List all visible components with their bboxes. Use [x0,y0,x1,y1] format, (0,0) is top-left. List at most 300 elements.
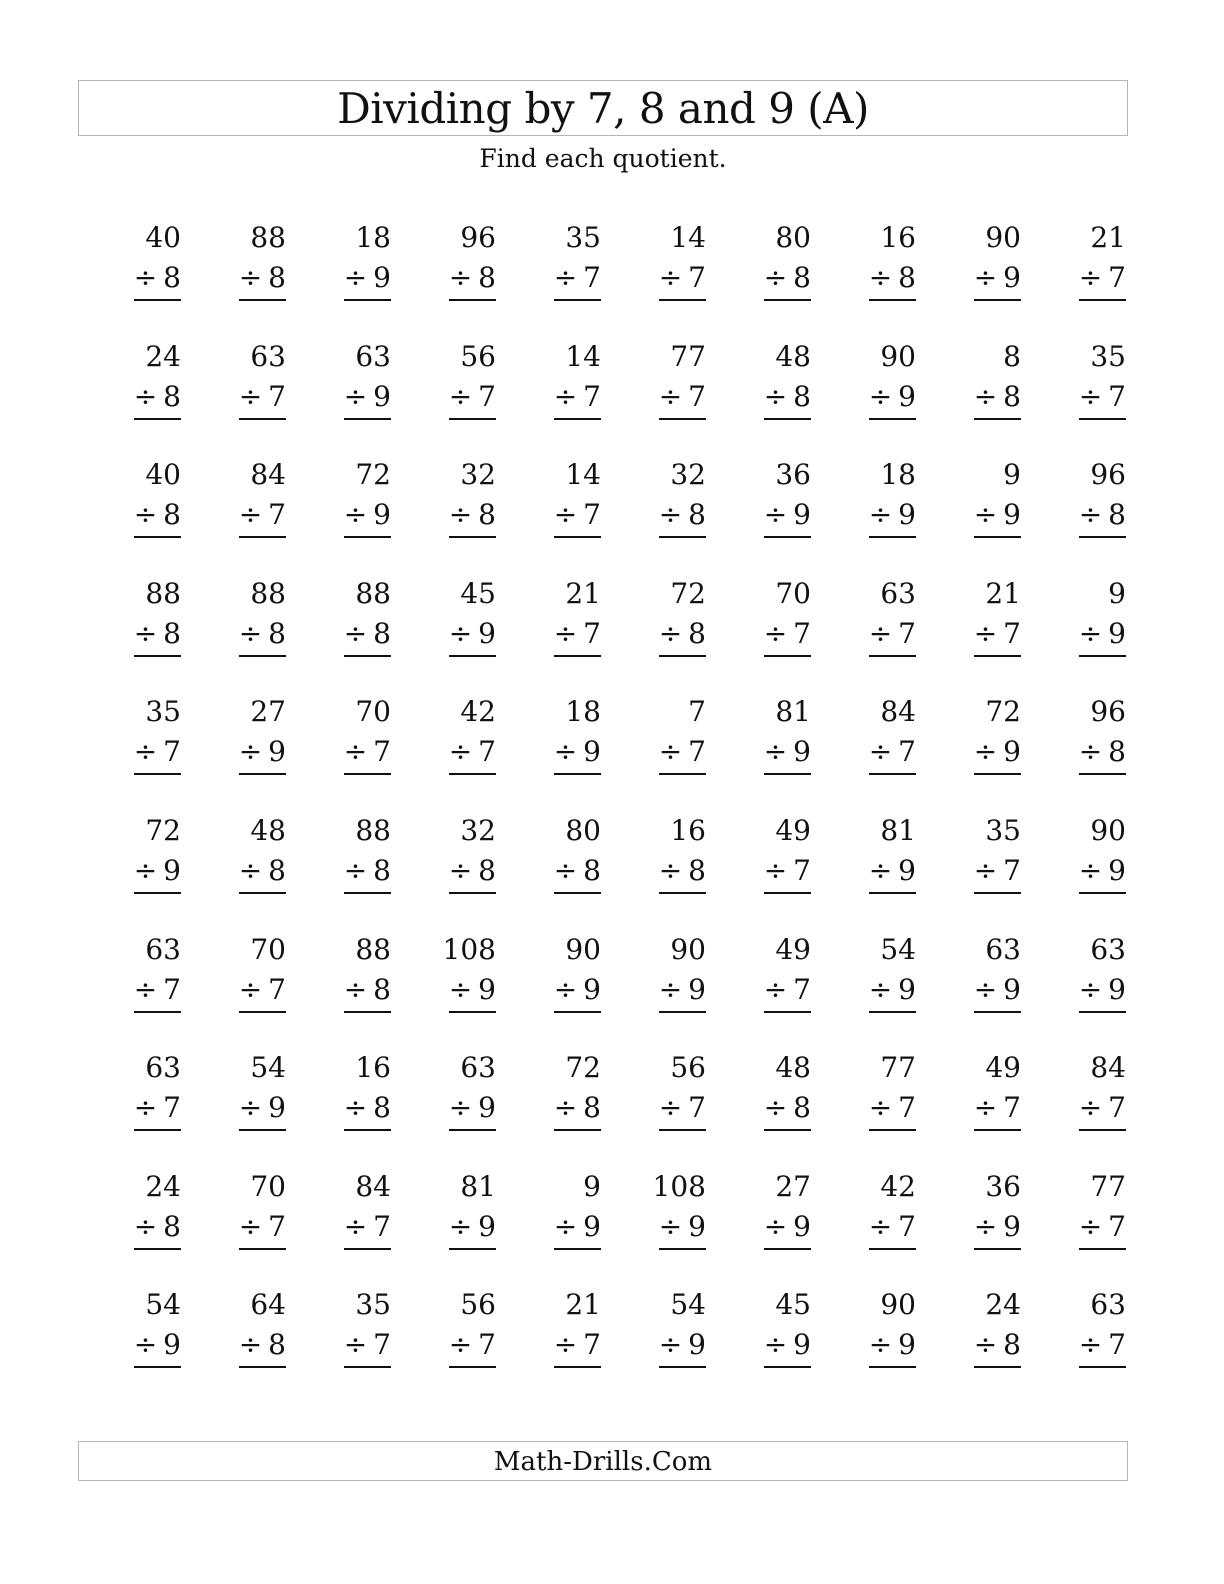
division-sign: ÷ [553,616,578,650]
division-sign: ÷ [658,1091,683,1125]
division-problem [742,218,814,308]
division-sign: ÷ [553,1091,578,1125]
dividend: 14 [565,458,601,492]
division-sign: ÷ [658,735,683,769]
divisor-value: 9 [1003,735,1021,769]
divisor [134,258,181,301]
divisor-value: 7 [583,379,601,413]
dividend: 63 [460,1051,496,1085]
divisor-value: 9 [898,379,916,413]
divisor [1079,495,1126,538]
division-problem [952,1167,1024,1257]
dividend: 81 [775,695,811,729]
dividend: 90 [670,932,706,966]
division-problem [847,811,919,901]
divisor-value: 7 [478,379,496,413]
division-problem [217,574,289,664]
division-sign: ÷ [868,616,893,650]
division-sign: ÷ [133,972,158,1006]
divisor-value: 9 [898,1328,916,1362]
divisor [659,732,706,775]
divisor [554,377,601,420]
divisor [554,1325,601,1368]
divisor [869,614,916,657]
divisor-value: 7 [478,735,496,769]
dividend: 63 [250,339,286,373]
dividend: 108 [442,932,496,966]
division-sign: ÷ [763,1328,788,1362]
divisor [554,851,601,894]
division-problem [217,1048,289,1138]
divisor-value: 8 [793,261,811,294]
divisor-value: 9 [898,854,916,887]
division-problem [322,574,394,664]
dividend: 21 [985,576,1021,610]
division-sign: ÷ [763,735,788,769]
divisor [449,1325,496,1368]
divisor-value: 9 [163,854,181,887]
instructions: Find each quotient. [479,144,727,173]
dividend: 24 [985,1288,1021,1322]
division-problem [847,218,919,308]
division-problem [217,692,289,782]
divisor-value: 7 [898,616,916,650]
division-problem [112,692,184,782]
dividend: 40 [145,221,181,254]
division-sign: ÷ [868,735,893,769]
divisor-value: 7 [163,1091,181,1125]
dividend: 90 [880,339,916,373]
divisor-value: 7 [1108,379,1126,413]
divisor [659,1088,706,1131]
divisor-value: 9 [583,972,601,1006]
dividend: 88 [250,221,286,254]
division-problem [532,218,604,308]
divisor [1079,614,1126,657]
divisor-value: 7 [583,616,601,650]
dividend: 16 [355,1051,391,1085]
divisor-value: 8 [163,1209,181,1243]
dividend: 32 [460,814,496,847]
dividend: 96 [1090,458,1126,492]
divisor [1079,732,1126,775]
division-problem [637,1285,709,1375]
division-problem [427,337,499,427]
division-sign: ÷ [1078,972,1103,1006]
dividend: 9 [1108,576,1126,610]
division-problem [217,811,289,901]
division-problem [112,455,184,545]
division-sign: ÷ [973,1328,998,1362]
dividend: 21 [565,1288,601,1322]
divisor [659,495,706,538]
division-sign: ÷ [973,972,998,1006]
divisor [449,614,496,657]
divisor-value: 8 [688,616,706,650]
dividend: 84 [880,695,916,729]
divisor-value: 7 [898,735,916,769]
dividend: 96 [460,221,496,254]
divisor [554,1207,601,1250]
division-problem [322,1167,394,1257]
divisor-value: 9 [268,735,286,769]
divisor [449,1207,496,1250]
divisor [554,1088,601,1131]
divisor-value: 7 [163,735,181,769]
division-problem [532,337,604,427]
division-problem [742,811,814,901]
divisor [449,732,496,775]
divisor [974,495,1021,538]
division-sign: ÷ [553,735,578,769]
divisor-value: 8 [373,972,391,1006]
footer-text: Math-Drills.Com [493,1447,713,1477]
dividend: 88 [145,576,181,610]
division-sign: ÷ [868,854,893,887]
division-problem [637,1167,709,1257]
division-sign: ÷ [1078,1328,1103,1362]
divisor-value: 7 [583,261,601,294]
division-sign: ÷ [658,261,683,294]
divisor-value: 9 [478,616,496,650]
dividend: 63 [355,339,391,373]
division-sign: ÷ [343,1328,368,1362]
page-title: Dividing by 7, 8 and 9 (A) [337,84,869,133]
division-sign: ÷ [343,1091,368,1125]
divisor-value: 9 [583,1209,601,1243]
divisor-value: 9 [1003,1209,1021,1243]
division-sign: ÷ [973,498,998,532]
divisor-value: 8 [583,1091,601,1125]
divisor-value: 8 [373,1091,391,1125]
division-problem [847,337,919,427]
divisor-value: 9 [793,735,811,769]
division-problem [952,811,1024,901]
division-sign: ÷ [1078,498,1103,532]
divisor [554,614,601,657]
divisor [239,851,286,894]
division-sign: ÷ [868,1328,893,1362]
division-sign: ÷ [553,854,578,887]
division-sign: ÷ [868,1209,893,1243]
division-problem [637,930,709,1020]
division-problem [1057,1167,1129,1257]
division-sign: ÷ [973,735,998,769]
division-sign: ÷ [448,1091,473,1125]
divisor-value: 9 [1003,498,1021,532]
divisor-value: 8 [1003,1328,1021,1362]
divisor-value: 7 [1108,1091,1126,1125]
dividend: 63 [145,932,181,966]
dividend: 63 [1090,1288,1126,1322]
divisor [344,851,391,894]
division-problem [637,692,709,782]
divisor [449,377,496,420]
divisor [869,851,916,894]
dividend: 64 [250,1288,286,1322]
divisor [764,377,811,420]
division-sign: ÷ [238,1209,263,1243]
divisor [869,970,916,1013]
division-problem [952,692,1024,782]
divisor [554,258,601,301]
divisor [449,970,496,1013]
dividend: 36 [775,458,811,492]
divisor [344,732,391,775]
dividend: 70 [355,695,391,729]
division-sign: ÷ [448,735,473,769]
divisor [974,258,1021,301]
division-problem [427,1167,499,1257]
division-sign: ÷ [238,379,263,413]
dividend: 81 [880,814,916,847]
divisor-value: 9 [688,1209,706,1243]
dividend: 40 [145,458,181,492]
division-problem [952,1048,1024,1138]
division-sign: ÷ [343,379,368,413]
divisor-value: 8 [898,261,916,294]
dividend: 14 [565,339,601,373]
division-problem [322,455,394,545]
division-sign: ÷ [448,379,473,413]
dividend: 49 [775,932,811,966]
division-sign: ÷ [763,616,788,650]
division-sign: ÷ [973,1209,998,1243]
footer-box [78,1441,1128,1481]
divisor-value: 9 [583,735,601,769]
divisor [344,970,391,1013]
divisor-value: 8 [478,498,496,532]
divisor-value: 9 [478,1091,496,1125]
division-problem [217,1285,289,1375]
dividend: 90 [880,1288,916,1322]
division-sign: ÷ [133,854,158,887]
divisor-value: 9 [373,261,391,294]
dividend: 8 [1003,339,1021,373]
divisor-value: 8 [373,854,391,887]
division-problem [427,692,499,782]
divisor-value: 9 [268,1091,286,1125]
divisor [974,1088,1021,1131]
divisor [344,1325,391,1368]
divisor-value: 9 [373,498,391,532]
dividend: 70 [775,576,811,610]
division-problem [1057,692,1129,782]
divisor-value: 8 [268,261,286,294]
divisor [1079,377,1126,420]
division-problem [847,1285,919,1375]
dividend: 42 [880,1169,916,1203]
dividend: 14 [670,221,706,254]
dividend: 77 [1090,1169,1126,1203]
division-sign: ÷ [238,1091,263,1125]
division-sign: ÷ [133,1209,158,1243]
divisor-value: 8 [583,854,601,887]
division-sign: ÷ [133,616,158,650]
dividend: 84 [355,1169,391,1203]
dividend: 72 [145,814,181,847]
division-problem [742,337,814,427]
dividend: 108 [652,1169,706,1203]
divisor [449,495,496,538]
divisor [239,1088,286,1131]
division-problem [637,1048,709,1138]
dividend: 80 [565,814,601,847]
dividend: 18 [565,695,601,729]
divisor [554,495,601,538]
division-problem [217,218,289,308]
divisor [764,614,811,657]
division-sign: ÷ [133,498,158,532]
dividend: 32 [670,458,706,492]
divisor-value: 7 [268,972,286,1006]
division-sign: ÷ [343,616,368,650]
divisor [659,258,706,301]
division-sign: ÷ [133,1091,158,1125]
dividend: 72 [670,576,706,610]
division-problem [532,1285,604,1375]
division-problem [322,1285,394,1375]
division-sign: ÷ [448,854,473,887]
division-sign: ÷ [658,972,683,1006]
divisor-value: 9 [898,972,916,1006]
division-sign: ÷ [553,498,578,532]
divisor-value: 9 [1003,261,1021,294]
dividend: 48 [775,339,811,373]
division-sign: ÷ [973,616,998,650]
division-problem [742,692,814,782]
dividend: 70 [250,1169,286,1203]
division-problem [112,218,184,308]
dividend: 21 [1090,221,1126,254]
dividend: 45 [460,576,496,610]
division-sign: ÷ [343,498,368,532]
division-problem [742,930,814,1020]
divisor-value: 8 [163,261,181,294]
dividend: 36 [985,1169,1021,1203]
divisor [239,732,286,775]
divisor [344,258,391,301]
division-problem [322,1048,394,1138]
divisor [554,732,601,775]
division-sign: ÷ [658,616,683,650]
division-problem [952,574,1024,664]
divisor [974,970,1021,1013]
division-problem [322,337,394,427]
divisor [974,1325,1021,1368]
division-sign: ÷ [133,735,158,769]
divisor-value: 9 [1108,972,1126,1006]
division-sign: ÷ [448,1328,473,1362]
division-problem [637,455,709,545]
divisor [869,377,916,420]
dividend: 77 [880,1051,916,1085]
dividend: 35 [565,221,601,254]
division-sign: ÷ [763,498,788,532]
divisor-value: 8 [268,616,286,650]
divisor-value: 8 [688,498,706,532]
divisor [449,258,496,301]
dividend: 88 [355,814,391,847]
division-problem [112,1285,184,1375]
divisor [764,1325,811,1368]
divisor [344,495,391,538]
divisor [1079,970,1126,1013]
division-problem [322,811,394,901]
division-sign: ÷ [973,1091,998,1125]
division-problem [952,1285,1024,1375]
dividend: 35 [1090,339,1126,373]
divisor [239,970,286,1013]
division-problem [532,574,604,664]
dividend: 9 [583,1169,601,1203]
divisor-value: 9 [478,972,496,1006]
division-problem [532,692,604,782]
division-problem [217,930,289,1020]
dividend: 84 [250,458,286,492]
division-sign: ÷ [868,379,893,413]
division-sign: ÷ [343,972,368,1006]
divisor [869,258,916,301]
division-problem [952,455,1024,545]
divisor [764,851,811,894]
division-problem [112,1167,184,1257]
dividend: 35 [145,695,181,729]
division-sign: ÷ [448,261,473,294]
divisor [1079,1325,1126,1368]
dividend: 81 [460,1169,496,1203]
divisor-value: 9 [688,1328,706,1362]
divisor [239,1207,286,1250]
division-problem [637,574,709,664]
division-sign: ÷ [343,735,368,769]
division-sign: ÷ [868,498,893,532]
divisor-value: 8 [1003,379,1021,413]
division-problem [742,455,814,545]
dividend: 70 [250,932,286,966]
divisor [344,1207,391,1250]
divisor [1079,258,1126,301]
division-sign: ÷ [343,854,368,887]
division-problem [532,455,604,545]
divisor [974,732,1021,775]
division-problem [1057,930,1129,1020]
division-sign: ÷ [1078,616,1103,650]
division-problem [532,1048,604,1138]
dividend: 88 [355,576,391,610]
division-problem [112,1048,184,1138]
division-sign: ÷ [238,261,263,294]
division-problem [532,1167,604,1257]
divisor [764,495,811,538]
division-sign: ÷ [448,1209,473,1243]
divisor [974,614,1021,657]
divisor [659,614,706,657]
division-problem [427,1048,499,1138]
divisor-value: 8 [688,854,706,887]
divisor [134,1207,181,1250]
dividend: 56 [670,1051,706,1085]
division-sign: ÷ [1078,261,1103,294]
division-problem [112,930,184,1020]
division-problem [1057,574,1129,664]
dividend: 72 [985,695,1021,729]
division-sign: ÷ [448,498,473,532]
division-problem [427,574,499,664]
division-problem [742,1167,814,1257]
divisor [659,851,706,894]
division-problem [532,930,604,1020]
